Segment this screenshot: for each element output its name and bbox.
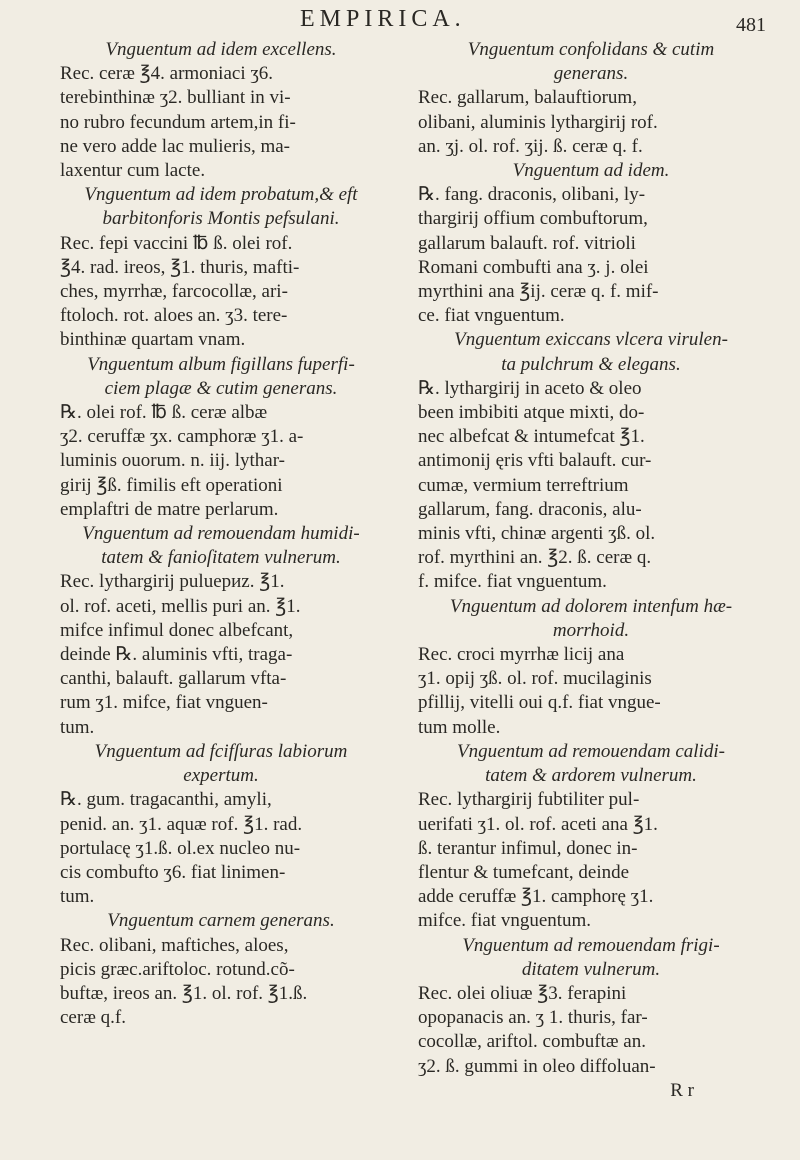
title-line: Vnguentum ad fcifſuras labiorum bbox=[94, 740, 348, 762]
body-line: terebinthinæ ʒ2. bulliant in vi- bbox=[60, 87, 291, 109]
title-line: Vnguentum exiccans vlcera virulen- bbox=[454, 329, 728, 351]
title-line: Vnguentum ad idem probatum,& eft bbox=[84, 184, 358, 206]
recipe-title bbox=[60, 522, 382, 570]
recipe-section bbox=[60, 909, 382, 1030]
recipe-section bbox=[418, 934, 764, 1079]
body-line: Rec. lythargirij fubtiliter pul- bbox=[418, 789, 640, 811]
body-line: deinde ℞. aluminis vfti, traga- bbox=[60, 644, 293, 666]
recipe-title bbox=[60, 183, 382, 231]
body-line: ß. terantur infimul, donec in- bbox=[418, 837, 638, 859]
recipe-section bbox=[418, 740, 764, 934]
recipe-title bbox=[418, 934, 764, 982]
body-line: ℥4. rad. ireos, ℥1. thuris, mafti- bbox=[60, 256, 300, 278]
recipe-body bbox=[418, 788, 764, 933]
body-line: ftoloch. rot. aloes an. ʒ3. tere- bbox=[60, 305, 288, 327]
body-line: ne vero adde lac mulieris, ma- bbox=[60, 135, 291, 157]
body-line: olibani, aluminis lythargirij rof. bbox=[418, 111, 658, 133]
recipe-body bbox=[60, 788, 382, 909]
body-line: Rec. olibani, maftiches, aloes, bbox=[60, 934, 289, 956]
title-line: Vnguentum ad idem. bbox=[512, 160, 670, 182]
right-column bbox=[418, 38, 764, 1103]
title-line: Vnguentum confolidans & cutim bbox=[467, 39, 715, 60]
title-line: tatem & ardorem vulnerum. bbox=[485, 765, 697, 787]
body-line: ʒ2. ß. gummi in oleo diffoluan- bbox=[418, 1055, 656, 1077]
recipe-title bbox=[418, 159, 764, 183]
recipe-title bbox=[418, 328, 764, 376]
body-line: canthi, balauft. gallarum vfta- bbox=[60, 668, 287, 690]
body-line: portulacę ʒ1.ß. ol.ex nucleo nu- bbox=[60, 837, 301, 859]
recipe-body bbox=[60, 570, 382, 739]
body-line: penid. an. ʒ1. aquæ rof. ℥1. rad. bbox=[60, 813, 303, 835]
title-line: ciem plagæ & cutim generans. bbox=[104, 377, 338, 399]
body-line: ℞. fang. draconis, olibani, ly- bbox=[418, 184, 646, 206]
body-line: gallarum balauft. rof. vitrioli bbox=[418, 232, 636, 254]
recipe-title bbox=[418, 38, 764, 86]
title-line: Vnguentum ad remouendam humidi- bbox=[82, 523, 360, 545]
recipe-section bbox=[60, 522, 382, 740]
body-line: ce. fiat vnguentum. bbox=[418, 305, 565, 327]
recipe-section bbox=[418, 38, 764, 159]
title-line: Vnguentum carnem generans. bbox=[107, 910, 335, 932]
body-line: girij ℥ß. fimilis eft operationi bbox=[60, 474, 283, 496]
body-line: mifce infimul donec albefcant, bbox=[60, 619, 294, 641]
signature-mark: R r bbox=[670, 1079, 694, 1101]
body-line: cis combufto ʒ6. fiat linimen- bbox=[60, 861, 286, 883]
body-line: ceræ q.f. bbox=[60, 1007, 126, 1029]
recipe-section bbox=[60, 740, 382, 909]
body-line: ʒ1. opij ʒß. ol. rof. mucilaginis bbox=[418, 668, 652, 690]
recipe-body bbox=[60, 62, 382, 183]
body-line: cumæ, vermium terreftrium bbox=[418, 474, 629, 496]
body-line: thargirij offium combuftorum, bbox=[418, 208, 648, 230]
body-line: Rec. gallarum, balauftiorum, bbox=[418, 87, 637, 109]
body-line: laxentur cum lacte. bbox=[60, 160, 206, 182]
body-line: no rubro fecundum artem,in fi- bbox=[60, 111, 296, 133]
body-line: cocollæ, ariftol. combuftæ an. bbox=[418, 1031, 646, 1053]
body-line: ℞. lythargirij in aceto & oleo bbox=[418, 377, 642, 399]
body-line: f. mifce. fiat vnguentum. bbox=[418, 571, 607, 593]
body-line: ℞. olei rof. ℔ ß. ceræ albæ bbox=[60, 402, 268, 424]
left-column bbox=[60, 38, 382, 1030]
title-line: barbitonforis Montis pefsulani. bbox=[102, 208, 340, 230]
title-line: morrhoid. bbox=[552, 619, 630, 641]
recipe-title bbox=[418, 740, 764, 788]
body-line: tum molle. bbox=[418, 716, 501, 738]
recipe-title bbox=[60, 740, 382, 788]
recipe-body bbox=[418, 643, 764, 740]
recipe-title bbox=[60, 38, 382, 62]
body-line: ches, myrrhæ, farcocollæ, ari- bbox=[60, 281, 288, 303]
recipe-body bbox=[60, 934, 382, 1031]
body-line: emplaftri de matre perlarum. bbox=[60, 498, 279, 520]
title-line: expertum. bbox=[183, 765, 259, 787]
recipe-section bbox=[60, 353, 382, 522]
recipe-body bbox=[418, 982, 764, 1079]
body-line: Rec. olei oliuæ ℥3. ferapini bbox=[418, 982, 627, 1004]
recipe-section bbox=[418, 159, 764, 328]
body-line: rum ʒ1. mifce, fiat vnguen- bbox=[60, 692, 268, 714]
recipe-title bbox=[60, 909, 382, 933]
body-line: buftæ, ireos an. ℥1. ol. rof. ℥1.ß. bbox=[60, 982, 308, 1004]
title-line: Vnguentum ad remouendam frigi- bbox=[462, 934, 720, 956]
body-line: mifce. fiat vnguentum. bbox=[418, 910, 592, 932]
body-line: ol. rof. aceti, mellis puri an. ℥1. bbox=[60, 595, 301, 617]
body-line: ℞. gum. tragacanthi, amyli, bbox=[60, 789, 272, 811]
recipe-body bbox=[418, 183, 764, 328]
title-line: Vnguentum ad dolorem intenfum hæ- bbox=[449, 595, 733, 617]
body-line: antimonij ęris vfti balauft. cur- bbox=[418, 450, 652, 472]
body-line: Romani combufti ana ʒ. j. olei bbox=[418, 256, 649, 278]
title-line: Vnguentum album figillans fuperfi- bbox=[87, 353, 355, 375]
recipe-title bbox=[418, 595, 764, 643]
body-line: gallarum, fang. draconis, alu- bbox=[418, 498, 642, 520]
body-line: myrthini ana ℥ij. ceræ q. f. mif- bbox=[418, 281, 659, 303]
body-line: Rec. ceræ ℥4. armoniaci ʒ6. bbox=[60, 63, 274, 85]
body-line: luminis ouorum. n. iij. lythar- bbox=[60, 450, 285, 472]
body-line: Rec. fepi vaccini ℔ ß. olei rof. bbox=[60, 232, 293, 254]
body-line: picis græc.ariftoloc. rotund.cõ- bbox=[60, 958, 295, 980]
recipe-body bbox=[418, 377, 764, 595]
title-line: generans. bbox=[553, 63, 629, 85]
recipe-body bbox=[60, 232, 382, 353]
title-line: Vnguentum ad remouendam calidi- bbox=[457, 740, 725, 762]
title-line: Vnguentum ad idem excellens. bbox=[105, 39, 337, 60]
title-line: ditatem vulnerum. bbox=[521, 958, 661, 980]
body-line: Rec. croci myrrhæ licij ana bbox=[418, 644, 625, 666]
recipe-section bbox=[60, 183, 382, 352]
body-line: opopanacis an. ʒ 1. thuris, far- bbox=[418, 1007, 648, 1029]
recipe-section bbox=[418, 595, 764, 740]
title-line: ta pulchrum & elegans. bbox=[501, 353, 681, 375]
body-line: nec albefcat & intumefcat ℥1. bbox=[418, 426, 645, 448]
body-line: binthinæ quartam vnam. bbox=[60, 329, 246, 351]
recipe-title bbox=[60, 353, 382, 401]
body-line: Rec. lythargirij puluериz. ℥1. bbox=[60, 571, 285, 593]
title-line: tatem & fanioſitatem vulnerum. bbox=[101, 547, 341, 569]
recipe-body bbox=[60, 401, 382, 522]
running-title: EMPIRICA. bbox=[300, 6, 466, 32]
body-line: pfillij, vitelli oui q.f. fiat vngue- bbox=[418, 692, 661, 714]
body-line: flentur & tumefcant, deinde bbox=[418, 861, 630, 883]
body-line: uerifati ʒ1. ol. rof. aceti ana ℥1. bbox=[418, 813, 658, 835]
recipe-body bbox=[418, 86, 764, 159]
body-line: been imbibiti atque mixti, do- bbox=[418, 402, 645, 424]
body-line: minis vfti, chinæ argenti ʒß. ol. bbox=[418, 523, 656, 545]
body-line: tum. bbox=[60, 886, 95, 908]
recipe-section bbox=[60, 38, 382, 183]
body-line: tum. bbox=[60, 716, 95, 738]
page-number: 481 bbox=[736, 14, 766, 36]
body-line: adde ceruffæ ℥1. camphorę ʒ1. bbox=[418, 886, 654, 908]
body-line: rof. myrthini an. ℥2. ß. ceræ q. bbox=[418, 547, 652, 569]
body-line: an. ʒj. ol. rof. ʒij. ß. ceræ q. f. bbox=[418, 135, 643, 157]
body-line: ʒ2. ceruffæ ʒx. camphoræ ʒ1. a- bbox=[60, 426, 304, 448]
recipe-section bbox=[418, 328, 764, 594]
